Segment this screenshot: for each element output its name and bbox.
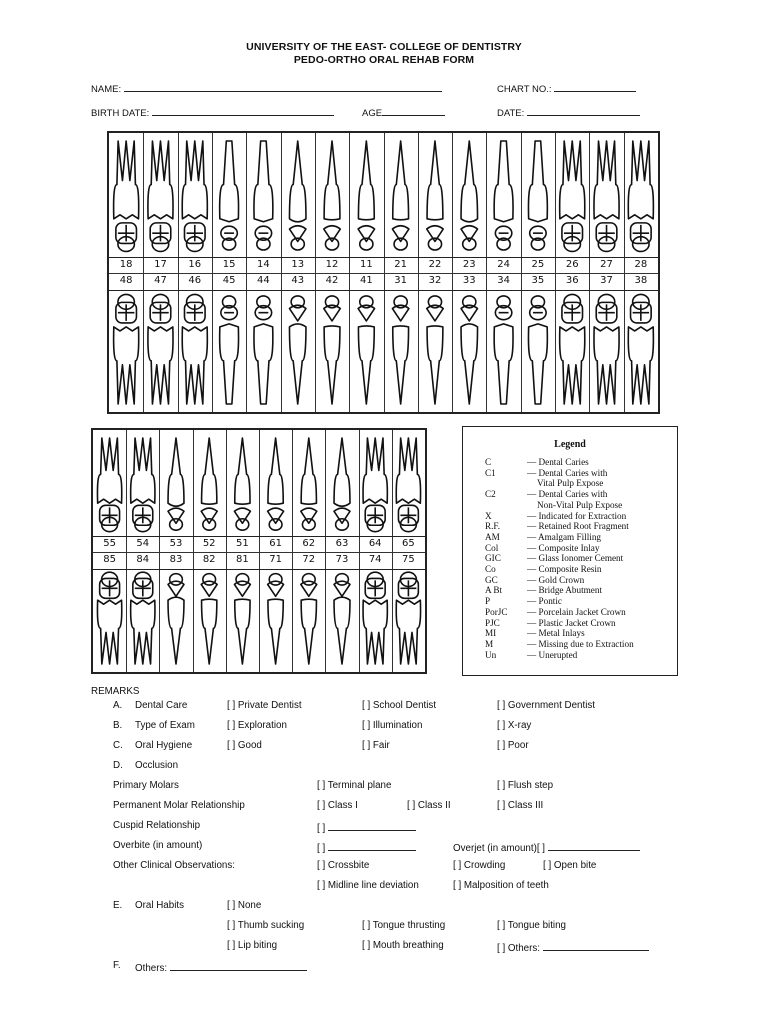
tooth-number-72: 72 (302, 554, 316, 565)
thumb-sucking-checkbox[interactable]: [ ] Thumb sucking (227, 920, 305, 931)
legend-code: MI (485, 628, 497, 639)
tooth-number-74: 74 (368, 554, 382, 565)
malposition-checkbox[interactable]: [ ] Malposition of teeth (453, 880, 549, 891)
chart-no-label: CHART NO.: (497, 84, 552, 95)
tooth-number-24: 24 (497, 259, 510, 270)
legend-title: Legend (554, 439, 586, 450)
cuspid-row (317, 820, 416, 834)
xray-checkbox[interactable]: [ ] X-ray (497, 720, 532, 731)
type-of-exam-label: Type of Exam (135, 720, 195, 731)
legend-item (485, 628, 585, 639)
legend-code: M (485, 638, 494, 649)
overbite-field[interactable] (328, 840, 416, 851)
tooth-number-53: 53 (169, 538, 183, 549)
tooth-number-33: 33 (462, 275, 476, 286)
legend-description: — Dental Caries with (527, 467, 608, 478)
other-observations-label: Other Clinical Observations: (113, 860, 235, 871)
tooth-number-27: 27 (600, 259, 613, 270)
legend-description: — Composite Inlay (527, 542, 600, 553)
occlusion-label: Occlusion (135, 760, 179, 771)
overbite-checkbox[interactable]: [ ] (317, 843, 326, 854)
class-i-checkbox[interactable]: [ ] Class I (317, 800, 358, 811)
age-row (362, 105, 445, 119)
birth-date-row (91, 105, 334, 119)
name-row (91, 81, 442, 95)
legend-code: P (485, 596, 491, 607)
class-iii-checkbox[interactable]: [ ] Class III (497, 800, 544, 811)
legend-code: R.F. (485, 521, 501, 532)
legend-item (485, 607, 626, 618)
tooth-number-62: 62 (302, 538, 316, 549)
legend-code: PJC (485, 617, 500, 628)
legend-description: — Amalgam Filling (527, 531, 602, 542)
tooth-number-61: 61 (269, 538, 282, 549)
a-letter: A. (113, 700, 123, 711)
tongue-biting-checkbox[interactable]: [ ] Tongue biting (497, 920, 566, 931)
legend-code: GIC (485, 553, 501, 564)
legend-description: Non-Vital Pulp Expose (537, 499, 623, 510)
school-dentist-checkbox[interactable]: [ ] School Dentist (362, 700, 437, 711)
illumination-checkbox[interactable]: [ ] Illumination (362, 720, 423, 731)
tooth-number-12: 12 (325, 259, 339, 270)
cuspid-checkbox[interactable]: [ ] (317, 823, 326, 834)
legend-code: PorJC (485, 606, 508, 617)
legend-code: Col (485, 542, 499, 553)
tooth-number-42: 42 (325, 275, 339, 286)
tooth-number-54: 54 (136, 538, 150, 549)
legend-item (485, 500, 622, 511)
legend-code: Co (485, 564, 496, 574)
open-bite-checkbox[interactable]: [ ] Open bite (543, 860, 597, 871)
legend-description: — Missing due to Extraction (527, 638, 634, 649)
permanent-molar-label: Permanent Molar Relationship (113, 800, 245, 811)
tooth-number-64: 64 (368, 538, 382, 549)
legend-description: — Indicated for Extraction (527, 510, 627, 521)
tooth-number-47: 47 (154, 275, 167, 286)
tooth-number-75: 75 (402, 554, 415, 565)
legend-box (462, 426, 678, 676)
number-row-divider (93, 552, 425, 553)
good-checkbox[interactable]: [ ] Good (227, 740, 262, 751)
legend-code: C (485, 457, 492, 467)
tooth-number-43: 43 (291, 275, 305, 286)
legend-description: — Pontic (527, 596, 562, 607)
legend-description: — Glass Ionomer Cement (527, 553, 624, 564)
tooth-number-35: 35 (531, 275, 545, 286)
e-letter: E. (113, 900, 123, 911)
tooth-number-17: 17 (154, 259, 167, 270)
tooth-number-22: 22 (428, 259, 442, 270)
legend-item (485, 639, 634, 650)
legend-description: — Gold Crown (527, 574, 585, 585)
tooth-number-65: 65 (402, 538, 415, 549)
legend-item (485, 511, 626, 522)
legend-item (485, 543, 599, 554)
legend-item (485, 585, 602, 596)
tooth-number-18: 18 (119, 259, 133, 270)
date-row (497, 105, 640, 119)
c-letter: C. (113, 740, 123, 751)
legend-description: Vital Pulp Expose (537, 478, 604, 489)
tooth-number-63: 63 (335, 538, 349, 549)
oral-habits-label: Oral Habits (135, 900, 184, 911)
legend-code: C2 (485, 489, 496, 500)
birth-date-label: BIRTH DATE: (91, 108, 150, 119)
legend-item (485, 553, 623, 564)
crowding-checkbox[interactable]: [ ] Crowding (453, 860, 506, 871)
mouth-breathing-checkbox[interactable]: [ ] Mouth breathing (362, 940, 444, 951)
tooth-number-14: 14 (257, 259, 270, 270)
tooth-number-21: 21 (394, 259, 408, 270)
poor-checkbox[interactable]: [ ] Poor (497, 740, 529, 751)
age-label: AGE (362, 108, 383, 119)
f-others-field[interactable] (170, 960, 307, 971)
legend-description: — Metal Inlays (527, 628, 585, 639)
tooth-number-51: 51 (236, 538, 249, 549)
legend-item (485, 596, 562, 607)
crossbite-checkbox[interactable]: [ ] Crossbite (317, 860, 370, 871)
legend-item (485, 457, 589, 468)
overbite-label: Overbite (in amount) (113, 840, 203, 851)
legend-code: GC (485, 574, 498, 585)
tooth-number-48: 48 (119, 275, 133, 286)
tooth-number-71: 71 (269, 554, 282, 565)
others-habit-field[interactable] (543, 940, 649, 951)
legend-item (485, 650, 577, 661)
date-field[interactable] (527, 105, 640, 116)
tooth-number-15: 15 (222, 259, 236, 270)
cuspid-label: Cuspid Relationship (113, 820, 201, 831)
fair-checkbox[interactable]: [ ] Fair (362, 740, 390, 751)
chart-no-row (497, 81, 636, 95)
legend-description: — Dental Caries with (527, 489, 608, 500)
legend-item (485, 618, 616, 629)
legend-code: C1 (485, 467, 496, 478)
f-others-row (135, 960, 307, 974)
tooth-number-52: 52 (202, 538, 216, 549)
cuspid-field[interactable] (328, 820, 416, 831)
legend-description: — Dental Caries (527, 457, 589, 467)
tooth-number-28: 28 (634, 259, 648, 270)
tooth-number-44: 44 (257, 275, 270, 286)
number-row-divider (109, 273, 658, 274)
legend-description: — Unerupted (527, 649, 578, 660)
legend-item (485, 489, 607, 500)
government-dentist-checkbox[interactable]: [ ] Government Dentist (497, 700, 596, 711)
tooth-number-81: 81 (236, 554, 249, 565)
f-others-label: Others: (135, 963, 168, 974)
chart-no-field[interactable] (554, 81, 636, 92)
legend-item (485, 478, 603, 489)
flush-step-checkbox[interactable]: [ ] Flush step (497, 780, 554, 791)
tooth-number-85: 85 (103, 554, 116, 565)
tooth-number-82: 82 (202, 554, 216, 565)
legend-item (485, 564, 602, 575)
legend-description: — Porcelain Jacket Crown (527, 606, 626, 617)
legend-description: — Composite Resin (527, 564, 602, 574)
legend-item (485, 521, 629, 532)
date-label: DATE: (497, 108, 525, 119)
birth-date-field[interactable] (152, 105, 334, 116)
permanent-teeth-chart (107, 131, 660, 414)
tooth-number-13: 13 (291, 259, 305, 270)
tooth-number-84: 84 (136, 554, 150, 565)
tooth-number-16: 16 (188, 259, 202, 270)
primary-molars-label: Primary Molars (113, 780, 179, 791)
name-field[interactable] (124, 81, 442, 92)
terminal-plane-checkbox[interactable]: [ ] Terminal plane (317, 780, 392, 791)
lip-biting-checkbox[interactable]: [ ] Lip biting (227, 940, 278, 951)
legend-description: — Retained Root Fragment (527, 521, 629, 532)
tooth-number-26: 26 (565, 259, 579, 270)
form-title: PEDO-ORTHO ORAL REHAB FORM (293, 54, 475, 66)
legend-item (485, 575, 584, 586)
tooth-number-23: 23 (462, 259, 476, 270)
overjet-row (453, 840, 640, 854)
legend-item (485, 468, 607, 479)
d-letter: D. (113, 760, 123, 771)
tongue-thrusting-checkbox[interactable]: [ ] Tongue thrusting (362, 920, 446, 931)
overjet-label[interactable]: Overjet (in amount)[ ] (453, 843, 546, 854)
tooth-number-46: 46 (188, 275, 202, 286)
f-letter: F. (113, 960, 121, 971)
tooth-number-41: 41 (359, 275, 373, 286)
midline-deviation-checkbox[interactable]: [ ] Midline line deviation (317, 880, 419, 891)
tooth-number-83: 83 (169, 554, 183, 565)
legend-item (485, 532, 601, 543)
remarks-title: REMARKS (91, 686, 140, 697)
tooth-number-37: 37 (600, 275, 613, 286)
university-title: UNIVERSITY OF THE EAST- COLLEGE OF DENTISTRY (246, 41, 522, 53)
age-field[interactable] (382, 105, 445, 116)
tooth-number-25: 25 (531, 259, 545, 270)
tooth-number-73: 73 (335, 554, 349, 565)
exploration-checkbox[interactable]: [ ] Exploration (227, 720, 287, 731)
name-label: NAME: (91, 84, 122, 95)
private-dentist-checkbox[interactable]: [ ] Private Dentist (227, 700, 302, 711)
tooth-number-38: 38 (634, 275, 648, 286)
overjet-field[interactable] (548, 840, 640, 851)
b-letter: B. (113, 720, 123, 731)
overbite-row (317, 840, 416, 854)
legend-code: X (485, 510, 492, 521)
legend-code: AM (485, 531, 500, 542)
tooth-number-45: 45 (222, 275, 236, 286)
tooth-number-11: 11 (359, 259, 373, 270)
dental-care-label: Dental Care (135, 700, 188, 711)
legend-code: Un (485, 649, 497, 660)
class-ii-checkbox[interactable]: [ ] Class II (407, 800, 451, 811)
oral-hygiene-label: Oral Hygiene (135, 740, 193, 751)
tooth-number-32: 32 (428, 275, 442, 286)
legend-code: A Bt (485, 585, 503, 596)
legend-description: — Plastic Jacket Crown (527, 617, 616, 628)
tooth-number-31: 31 (394, 275, 408, 286)
tooth-number-34: 34 (497, 275, 510, 286)
tooth-number-36: 36 (565, 275, 579, 286)
primary-teeth-chart (91, 428, 427, 674)
none-checkbox[interactable]: [ ] None (227, 900, 262, 911)
legend-description: — Bridge Abutment (527, 585, 603, 596)
others-habit-checkbox[interactable]: [ ] Others: (497, 943, 541, 954)
others-habit-row (497, 940, 649, 954)
tooth-number-55: 55 (103, 538, 116, 549)
